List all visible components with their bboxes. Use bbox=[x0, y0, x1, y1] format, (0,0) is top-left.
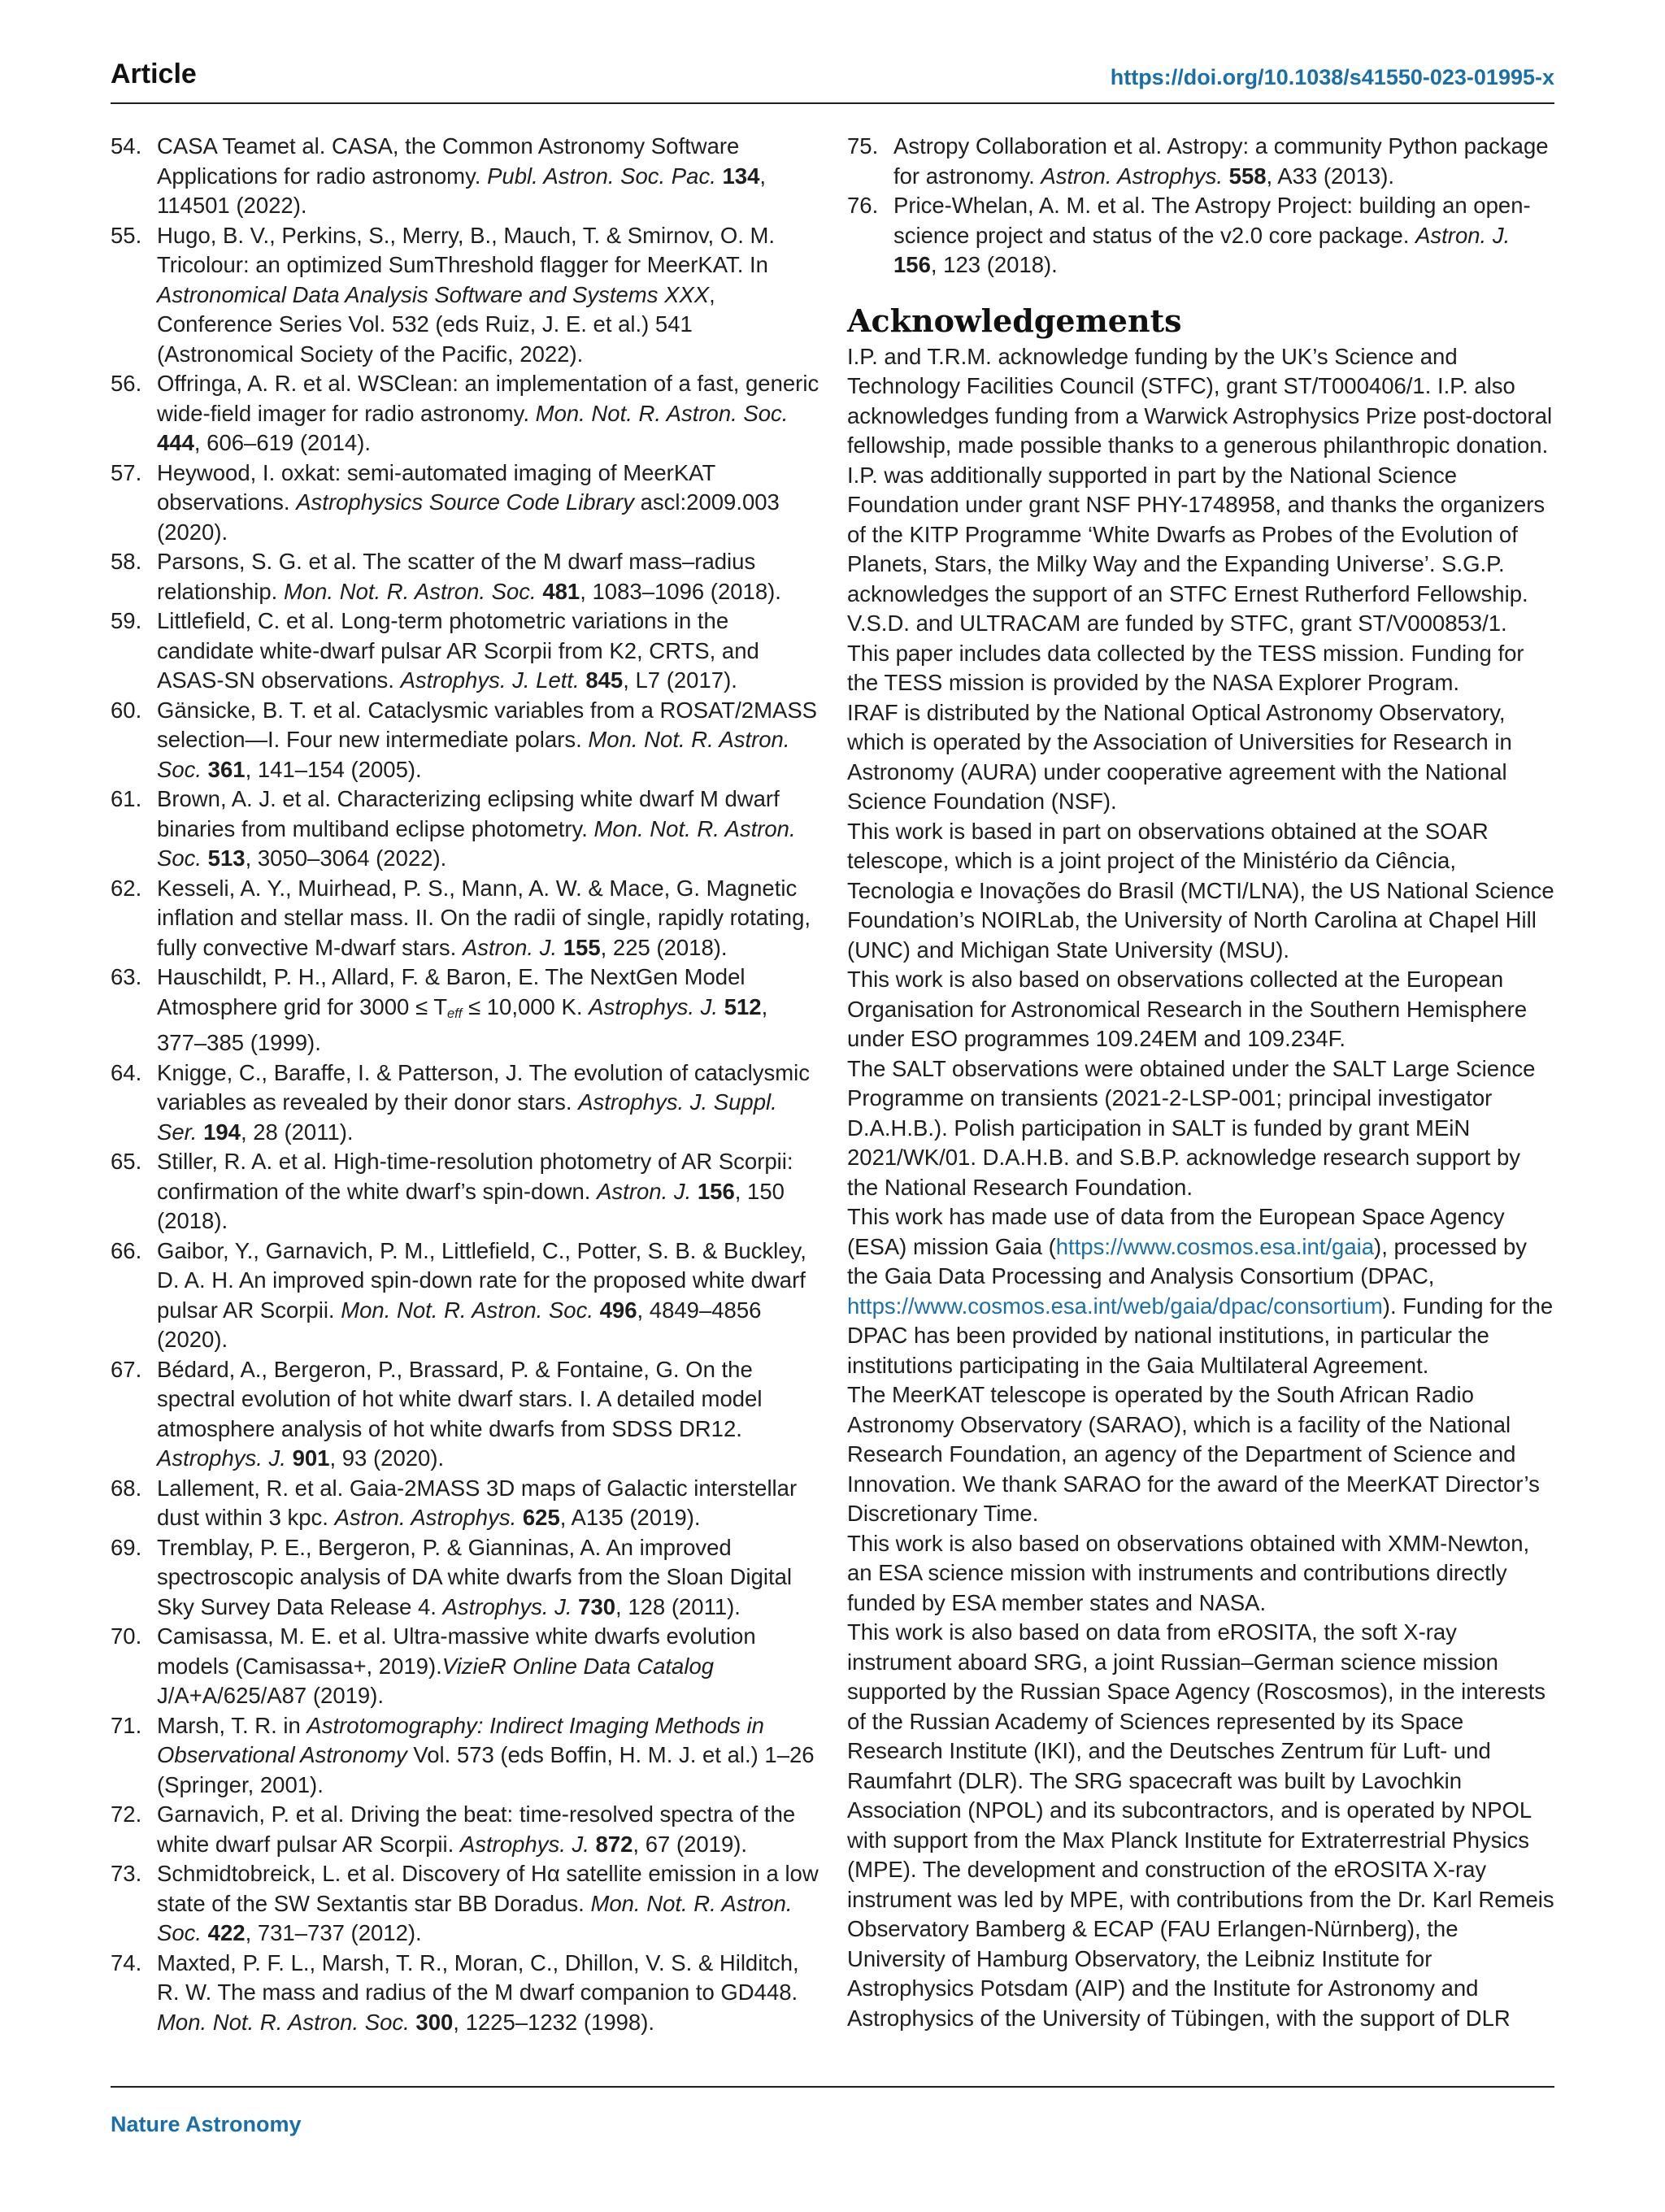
reference-text bbox=[718, 994, 724, 1019]
reference-item bbox=[111, 696, 822, 785]
reference-text: Price-Whelan, A. M. et al. The Astropy Project: building an open-science project and status of the v2.0 core package. bbox=[893, 193, 1531, 248]
reference-text bbox=[516, 1505, 523, 1530]
reference-text: , 731–737 (2012). bbox=[245, 1920, 422, 1946]
reference-text: , 128 (2011). bbox=[615, 1593, 741, 1619]
reference-text bbox=[557, 935, 563, 960]
reference-text: Marsh, T. R. in bbox=[157, 1712, 307, 1738]
reference-subscript: eff bbox=[447, 1006, 463, 1021]
reference-item bbox=[111, 1533, 822, 1623]
reference-number: 64. bbox=[111, 1059, 142, 1085]
reference-text: Camisassa, M. E. et al. Ultra-massive white dwarfs evolution models (Camisassa+, 2019). bbox=[157, 1623, 756, 1679]
reference-journal: Astron. Astrophys. bbox=[1041, 163, 1224, 189]
reference-number: 60. bbox=[111, 697, 142, 723]
reference-number: 75. bbox=[847, 133, 879, 159]
reference-volume: 156 bbox=[697, 1178, 735, 1204]
reference-journal: Astron. J. bbox=[597, 1178, 692, 1204]
ack-p7-text-a: This work has made use of data from the European Space Agency (ESA) mission Gaia ( bbox=[847, 1204, 1505, 1259]
reference-text bbox=[197, 1119, 203, 1145]
reference-journal: Astrophys. J. Suppl. Ser. bbox=[157, 1089, 777, 1145]
reference-volume: 512 bbox=[724, 993, 762, 1019]
reference-item bbox=[111, 1711, 822, 1801]
reference-number: 65. bbox=[111, 1149, 142, 1175]
reference-journal: Astron. J. bbox=[1415, 222, 1511, 248]
reference-number: 61. bbox=[111, 786, 142, 811]
references-left-column bbox=[111, 132, 822, 2037]
reference-number: 71. bbox=[111, 1712, 142, 1738]
reference-volume: 558 bbox=[1228, 163, 1267, 189]
reference-volume: 361 bbox=[207, 756, 246, 782]
reference-journal: Mon. Not. R. Astron. Soc. bbox=[157, 727, 790, 782]
journal-name: Nature Astronomy bbox=[111, 2112, 302, 2136]
article-label: Article bbox=[111, 59, 197, 89]
reference-text: Astropy Collaboration et al. Astropy: a community Python package for astronomy. bbox=[893, 133, 1549, 189]
reference-item bbox=[111, 1622, 822, 1711]
reference-item bbox=[111, 547, 822, 606]
reference-text: , 1225–1232 (1998). bbox=[453, 2009, 654, 2035]
reference-number: 54. bbox=[111, 133, 142, 159]
reference-journal: Mon. Not. R. Astron. Soc. bbox=[535, 400, 789, 426]
reference-volume: 134 bbox=[722, 163, 760, 189]
reference-item bbox=[111, 874, 822, 963]
reference-number: 59. bbox=[111, 608, 142, 633]
reference-journal: Astron. J. bbox=[462, 934, 558, 960]
reference-item bbox=[111, 963, 822, 1058]
reference-text bbox=[202, 845, 208, 871]
reference-journal: Astrophys. J. bbox=[459, 1831, 589, 1857]
reference-text: Brown, A. J. et al. Characterizing eclipsing white dwarf M dwarf binaries from multiband eclipse photometry. bbox=[157, 786, 780, 841]
reference-journal: Astronomical Data Analysis Software and Systems XXX bbox=[157, 281, 710, 307]
doi-link[interactable]: https://doi.org/10.1038/s41550-023-01995-x bbox=[1110, 65, 1554, 89]
reference-text: ≤ 10,000 K. bbox=[462, 993, 589, 1019]
reference-volume: 444 bbox=[157, 430, 194, 455]
reference-number: 68. bbox=[111, 1475, 142, 1501]
reference-text bbox=[572, 1594, 579, 1619]
reference-text: , 67 (2019). bbox=[633, 1831, 748, 1857]
reference-text: Schmidtobreick, L. et al. Discovery of Hα satellite emission in a low state of the SW Sextantis star BB Doradus. bbox=[157, 1861, 819, 1916]
reference-item bbox=[847, 191, 1556, 280]
reference-text: , Conference Series Vol. 532 (eds Ruiz, J. E. et al.) 541 (Astronomical Society of the Pacific, 2022). bbox=[157, 281, 715, 367]
reference-text bbox=[202, 1920, 208, 1945]
footer-rule bbox=[111, 2086, 1554, 2088]
reference-volume: 872 bbox=[595, 1831, 633, 1857]
reference-text: , 150 (2018). bbox=[157, 1178, 785, 1234]
reference-text bbox=[286, 1445, 293, 1471]
reference-volume: 901 bbox=[292, 1445, 330, 1471]
reference-item bbox=[111, 1800, 822, 1859]
ack-paragraph-8: The MeerKAT telescope is operated by the South African Radio Astronomy Observatory (SARAO), which is a facility of the National Research Foundation, an agency of the Department of Science and Innovation. We thank SARAO for the award of the MeerKAT Director’s Discretionary Time. bbox=[847, 1382, 1540, 1526]
reference-text bbox=[593, 1297, 600, 1323]
reference-journal: Mon. Not. R. Astron. Soc. bbox=[283, 578, 537, 604]
reference-number: 67. bbox=[111, 1356, 142, 1382]
reference-journal: Publ. Astron. Soc. Pac. bbox=[487, 163, 716, 189]
reference-journal: Mon. Not. R. Astron. Soc. bbox=[157, 2009, 410, 2035]
reference-item bbox=[111, 784, 822, 874]
reference-text: Gänsicke, B. T. et al. Cataclysmic variables from a ROSAT/2MASS selection—I. Four new intermediate polars. bbox=[157, 697, 818, 752]
reference-item bbox=[111, 1058, 822, 1148]
reference-journal: Mon. Not. R. Astron. Soc. bbox=[157, 815, 796, 871]
reference-text: , 377–385 (1999). bbox=[157, 993, 768, 1056]
reference-text bbox=[691, 1179, 698, 1204]
ack-paragraph-9: This work is also based on observations obtained with XMM-Newton, an ESA science mission with instruments and contributions directly funded by ESA member states and NASA. bbox=[847, 1530, 1530, 1615]
reference-text: , 225 (2018). bbox=[600, 934, 728, 960]
reference-item bbox=[847, 132, 1556, 191]
reference-volume: 481 bbox=[542, 578, 580, 604]
ack-paragraph-1: I.P. and T.R.M. acknowledge funding by the UK’s Science and Technology Facilities Council (STFC), grant ST/T000406/1. I.P. also acknowledges funding from a Warwick Astrophysics Prize post-doctoral fellowship, made possible thanks to a generous philanthropic donation. I.P. was additionally supported in part by the National Science Foundation under grant NSF PHY-1748958, and thanks the organizers of the KITP Programme ‘White Dwarfs as Probes of the Evolution of Planets, Stars, the Milky Way and the Expanding Universe’. S.G.P. acknowledges the support of an STFC Ernest Rutherford Fellowship. V.S.D. and ULTRACAM are funded by STFC, grant ST/V000853/1. bbox=[847, 343, 1553, 636]
reference-number: 55. bbox=[111, 222, 142, 248]
reference-text: Parsons, S. G. et al. The scatter of the M dwarf mass–radius relationship. bbox=[157, 549, 756, 604]
reference-number: 76. bbox=[847, 193, 879, 218]
reference-volume: 730 bbox=[578, 1593, 616, 1619]
reference-text: Vol. 573 (eds Boffin, H. M. J. et al.) 1–26 (Springer, 2001). bbox=[157, 1742, 815, 1797]
reference-text: , 93 (2020). bbox=[329, 1445, 445, 1471]
reference-item bbox=[111, 1949, 822, 2038]
acknowledgements-heading: Acknowledgements bbox=[847, 302, 1182, 339]
reference-journal: Astrophys. J. bbox=[589, 993, 719, 1019]
reference-text: Maxted, P. F. L., Marsh, T. R., Moran, C., Dhillon, V. S. & Hilditch, R. W. The mass and radius of the M dwarf companion to GD448. bbox=[157, 1949, 799, 2006]
reference-number: 70. bbox=[111, 1623, 142, 1649]
reference-text: Stiller, R. A. et al. High-time-resolution photometry of AR Scorpii: confirmation of the white dwarf’s spin-down. bbox=[157, 1149, 793, 1204]
reference-journal: Astrophys. J. bbox=[157, 1445, 286, 1471]
reference-text: Knigge, C., Baraffe, I. & Patterson, J. The evolution of cataclysmic variables as revealed by their donor stars. bbox=[157, 1059, 810, 1115]
reference-text bbox=[1223, 163, 1229, 189]
reference-number: 56. bbox=[111, 371, 142, 396]
reference-text: Offringa, A. R. et al. WSClean: an implementation of a fast, generic wide-field imager for radio astronomy. bbox=[157, 371, 819, 426]
reference-number: 62. bbox=[111, 875, 142, 901]
header-rule bbox=[111, 102, 1554, 104]
ack-paragraph-3: IRAF is distributed by the National Optical Astronomy Observatory, which is operated by the Association of Universities for Research in Astronomy (AURA) under cooperative agreement with the National Science Foundation (NSF). bbox=[847, 699, 1512, 814]
reference-item bbox=[111, 1147, 822, 1236]
reference-text: Heywood, I. oxkat: semi-automated imaging of MeerKAT observations. bbox=[157, 459, 715, 515]
reference-journal: Astron. Astrophys. bbox=[334, 1505, 517, 1531]
reference-volume: 194 bbox=[203, 1119, 241, 1145]
ack-p7-text-b: ), processed by the Gaia Data Processing and Analysis Consortium (DPAC, bbox=[847, 1233, 1528, 1289]
reference-text: Bédard, A., Bergeron, P., Brassard, P. & Fontaine, G. On the spectral evolution of hot white dwarf stars. I. A detailed model atmosphere analysis of hot white dwarfs from SDSS DR12. bbox=[157, 1356, 763, 1441]
reference-number: 73. bbox=[111, 1861, 142, 1887]
reference-text: Garnavich, P. et al. Driving the beat: time-resolved spectra of the white dwarf pulsar AR Scorpii. bbox=[157, 1801, 796, 1857]
reference-text: , A135 (2019). bbox=[559, 1505, 701, 1531]
reference-item bbox=[111, 1236, 822, 1355]
reference-number: 58. bbox=[111, 549, 142, 574]
ack-paragraph-5: This work is also based on observations collected at the European Organisation for Astronomical Research in the Southern Hemisphere under ESO programmes 109.24EM and 109.234F. bbox=[847, 967, 1528, 1051]
reference-text: , 606–619 (2014). bbox=[193, 430, 372, 455]
references-right-list bbox=[847, 132, 1556, 280]
reference-journal: VizieR Online Data Catalog bbox=[441, 1653, 715, 1679]
reference-journal: Astrophys. J. Lett. bbox=[400, 667, 580, 693]
reference-item bbox=[111, 132, 822, 221]
reference-text bbox=[589, 1832, 596, 1857]
reference-journal: Mon. Not. R. Astron. Soc. bbox=[341, 1297, 593, 1323]
reference-volume: 513 bbox=[207, 845, 246, 871]
reference-text: , 1083–1096 (2018). bbox=[580, 578, 781, 604]
ack-paragraph-7 bbox=[847, 1202, 1556, 1380]
reference-item bbox=[111, 606, 822, 696]
reference-number: 72. bbox=[111, 1801, 142, 1827]
ack-p7-text-c: ). Funding for the DPAC has been provided by national institutions, in particular the institutions participating in the Gaia Multilateral Agreement. bbox=[847, 1293, 1554, 1378]
reference-text: , 3050–3064 (2022). bbox=[245, 845, 447, 871]
reference-journal: Astrotomography: Indirect Imaging Methods in Observational Astronomy bbox=[157, 1712, 764, 1768]
dpac-consortium-link[interactable]: https://www.cosmos.esa.int/web/gaia/dpac/consortium bbox=[847, 1293, 1383, 1319]
reference-text: Hauschildt, P. H., Allard, F. & Baron, E. The NextGen Model Atmosphere grid for 3000 ≤ T bbox=[157, 964, 746, 1019]
reference-text: , 28 (2011). bbox=[240, 1119, 354, 1145]
reference-text: , 4849–4856 (2020). bbox=[157, 1297, 762, 1353]
reference-text: ascl:2009.003 (2020). bbox=[157, 489, 780, 545]
ack-paragraph-6: The SALT observations were obtained under the SALT Large Science Programme on transients (2021-2-LSP-001; principal investigator D.A.H.B.). Polish participation in SALT is funded by grant MEiN 2021/WK/01. D.A.H.B. and S.B.P. acknowledge research support by the National Research Foundation. bbox=[847, 1055, 1536, 1200]
reference-number: 63. bbox=[111, 964, 142, 989]
reference-journal: Astrophys. J. bbox=[442, 1593, 572, 1619]
reference-text: Hugo, B. V., Perkins, S., Merry, B., Mauch, T. & Smirnov, O. M. Tricolour: an optimized SumThreshold flagger for MeerKAT. In bbox=[157, 222, 776, 277]
reference-text: Littlefield, C. et al. Long-term photometric variations in the candidate white-dwarf pulsar AR Scorpii from K2, CRTS, and ASAS-SN observations. bbox=[157, 608, 759, 693]
reference-item bbox=[111, 458, 822, 548]
reference-text: , 123 (2018). bbox=[930, 252, 1058, 277]
ack-paragraph-2: This paper includes data collected by the TESS mission. Funding for the TESS mission is provided by the NASA Explorer Program. bbox=[847, 640, 1524, 695]
reference-item bbox=[111, 1474, 822, 1533]
ack-paragraph-4: This work is based in part on observations obtained at the SOAR telescope, which is a joint project of the Ministério da Ciência, Tecnologia e Inovações do Brasil (MCTI/LNA), the US National Science Foundation’s NOIRLab, the University of North Carolina at Chapel Hill (UNC) and Michigan State University (MSU). bbox=[847, 818, 1554, 963]
reference-item bbox=[111, 1859, 822, 1949]
reference-text: Lallement, R. et al. Gaia-2MASS 3D maps of Galactic interstellar dust within 3 kpc. bbox=[157, 1475, 798, 1531]
reference-text: , L7 (2017). bbox=[623, 667, 737, 693]
ack-paragraph-10: This work is also based on data from eROSITA, the soft X-ray instrument aboard SRG, a joint Russian–German science mission supported by the Russian Space Agency (Roscosmos), in the interests of the Russian Academy of Sciences represented by its Space Research Institute (IKI), and the Deutsches Zentrum für Luft- und Raumfahrt (DLR). The SRG spacecraft was built by Lavochkin Association (NPOL) and its subcontractors, and is operated by NPOL with support from the Max Planck Institute for Extraterrestrial Physics (MPE). The development and construction of the eROSITA X-ray instrument was led by MPE, with contributions from the Dr. Karl Remeis Observatory Bamberg & ECAP (FAU Erlangen-Nürnberg), the University of Hamburg Observatory, the Leibniz Institute for Astrophysics Potsdam (AIP) and the Institute for Astronomy and Astrophysics of the University of Tübingen, with the support of DLR bbox=[847, 1619, 1554, 2031]
reference-text: , 141–154 (2005). bbox=[245, 756, 422, 782]
reference-text bbox=[202, 757, 208, 782]
reference-item bbox=[111, 221, 822, 370]
reference-text: , 114501 (2022). bbox=[157, 163, 767, 218]
reference-number: 69. bbox=[111, 1534, 142, 1560]
reference-volume: 496 bbox=[599, 1297, 637, 1323]
reference-volume: 845 bbox=[585, 667, 624, 693]
reference-volume: 156 bbox=[893, 252, 931, 277]
reference-volume: 422 bbox=[207, 1920, 246, 1946]
reference-volume: 155 bbox=[563, 934, 601, 960]
reference-text: J/A+A/625/A87 (2019). bbox=[157, 1683, 385, 1709]
right-column bbox=[847, 132, 1556, 2033]
reference-volume: 625 bbox=[522, 1505, 560, 1531]
reference-item bbox=[111, 1355, 822, 1474]
reference-journal: Astrophysics Source Code Library bbox=[296, 489, 634, 515]
reference-text: Gaibor, Y., Garnavich, P. M., Littlefield, C., Potter, S. B. & Buckley, D. A. H. An improved spin-down rate for the proposed white dwarf pulsar AR Scorpii. bbox=[157, 1237, 806, 1323]
reference-volume: 300 bbox=[415, 2009, 454, 2035]
reference-item bbox=[111, 369, 822, 458]
gaia-link[interactable]: https://www.cosmos.esa.int/gaia bbox=[1055, 1233, 1375, 1259]
reference-number: 74. bbox=[111, 1949, 142, 1975]
reference-text: Kesseli, A. Y., Muirhead, P. S., Mann, A. W. & Mace, G. Magnetic inflation and stellar mass. II. On the radii of single, rapidly rotating, fully convective M-dwarf stars. bbox=[157, 875, 811, 960]
reference-text: Tremblay, P. E., Bergeron, P. & Gianninas, A. An improved spectroscopic analysis of DA white dwarfs from the Sloan Digital Sky Survey Data Release 4. bbox=[157, 1534, 793, 1619]
reference-text: , A33 (2013). bbox=[1266, 163, 1395, 189]
reference-text: CASA Teamet al. CASA, the Common Astronomy Software Applications for radio astronomy. bbox=[157, 133, 740, 189]
reference-number: 66. bbox=[111, 1237, 142, 1263]
reference-number: 57. bbox=[111, 459, 142, 485]
reference-journal: Mon. Not. R. Astron. Soc. bbox=[157, 1890, 793, 1946]
